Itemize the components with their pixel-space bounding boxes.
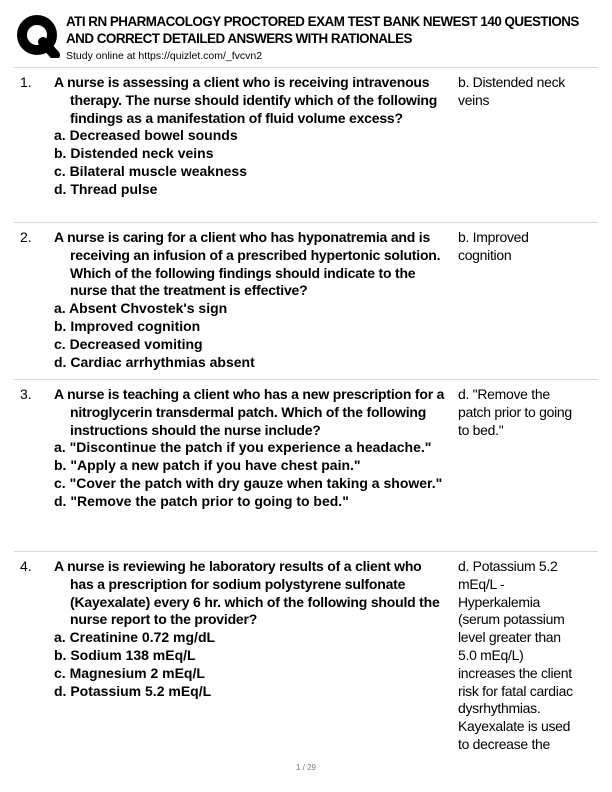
option-d: d. Thread pulse	[54, 180, 158, 197]
question-block	[54, 74, 448, 199]
option-c: c. Decreased vomiting	[54, 335, 203, 352]
quizlet-logo-icon	[16, 14, 60, 58]
option-c: c. Bilateral muscle weakness	[54, 162, 247, 179]
question-item	[14, 222, 598, 379]
question-number: 2.	[20, 229, 32, 245]
answer-text: b. Distended neck veins	[458, 74, 565, 108]
option-b: b. Distended neck veins	[54, 145, 214, 162]
study-online-link[interactable]: Study online at https://quizlet.com/_fvcvn2	[66, 50, 263, 62]
option-c: c. "Cover the patch with dry gauze when taking a shower."	[54, 474, 443, 491]
question-item	[14, 551, 598, 756]
question-number: 1.	[20, 74, 32, 90]
answer-text: d. Potassium 5.2 mEq/L - Hyperkalemia (serum potassium level greater than 5.0 mEq/L) increases the client risk for fatal cardiac dysrhythmias. Kayexalate is used to decrease the	[458, 558, 573, 752]
question-number: 3.	[20, 386, 32, 402]
option-a: a. Absent Chvostek's sign	[54, 300, 228, 317]
option-c: c. Magnesium 2 mEq/L	[54, 664, 205, 681]
option-a: a. Creatinine 0.72 mg/dL	[54, 629, 216, 646]
page-header	[14, 10, 604, 64]
option-b: b. Sodium 138 mEq/L	[54, 646, 196, 663]
option-a: a. Decreased bowel sounds	[54, 127, 238, 144]
question-block	[54, 558, 448, 700]
option-d: d. "Remove the patch prior to going to bed."	[54, 492, 349, 509]
option-a: a. "Discontinue the patch if you experience a headache."	[54, 439, 432, 456]
document-title: ATI RN PHARMACOLOGY PROCTORED EXAM TEST BANK NEWEST 140 QUESTIONS AND CORRECT DETAILED ANSWERS WITH RATIONALES	[66, 14, 579, 46]
question-item	[14, 67, 598, 222]
question-item	[14, 379, 598, 551]
question-block	[54, 229, 448, 371]
question-text: A nurse is reviewing he laboratory results of a client who has a prescription for sodium polystyrene sulfonate (Kayexalate) every 6 hr. which of the following should the nurse report to the provider?	[54, 558, 440, 628]
answer-text: d. "Remove the patch prior to going to bed."	[458, 386, 572, 438]
option-b: b. Improved cognition	[54, 317, 201, 334]
question-number: 4.	[20, 558, 32, 574]
question-text: A nurse is caring for a client who has hyponatremia and is receiving an infusion of a prescribed hypertonic solution. Which of the following findings should indicate to the nurse that the treatment is effective?	[54, 229, 441, 299]
option-d: d. Potassium 5.2 mEq/L	[54, 682, 212, 699]
answer-text: b. Improved cognition	[458, 229, 529, 263]
question-block	[54, 386, 448, 511]
question-text: A nurse is assessing a client who is receiving intravenous therapy. The nurse should identify which of the following findings as a manifestation of fluid volume excess?	[54, 74, 438, 126]
option-b: b. "Apply a new patch if you have chest pain."	[54, 457, 361, 474]
question-text: A nurse is teaching a client who has a new prescription for a nitroglycerin transdermal patch. Which of the following instructions should the nurse include?	[54, 386, 445, 438]
option-d: d. Cardiac arrhythmias absent	[54, 353, 255, 370]
page-number: 1 / 29	[295, 763, 316, 772]
